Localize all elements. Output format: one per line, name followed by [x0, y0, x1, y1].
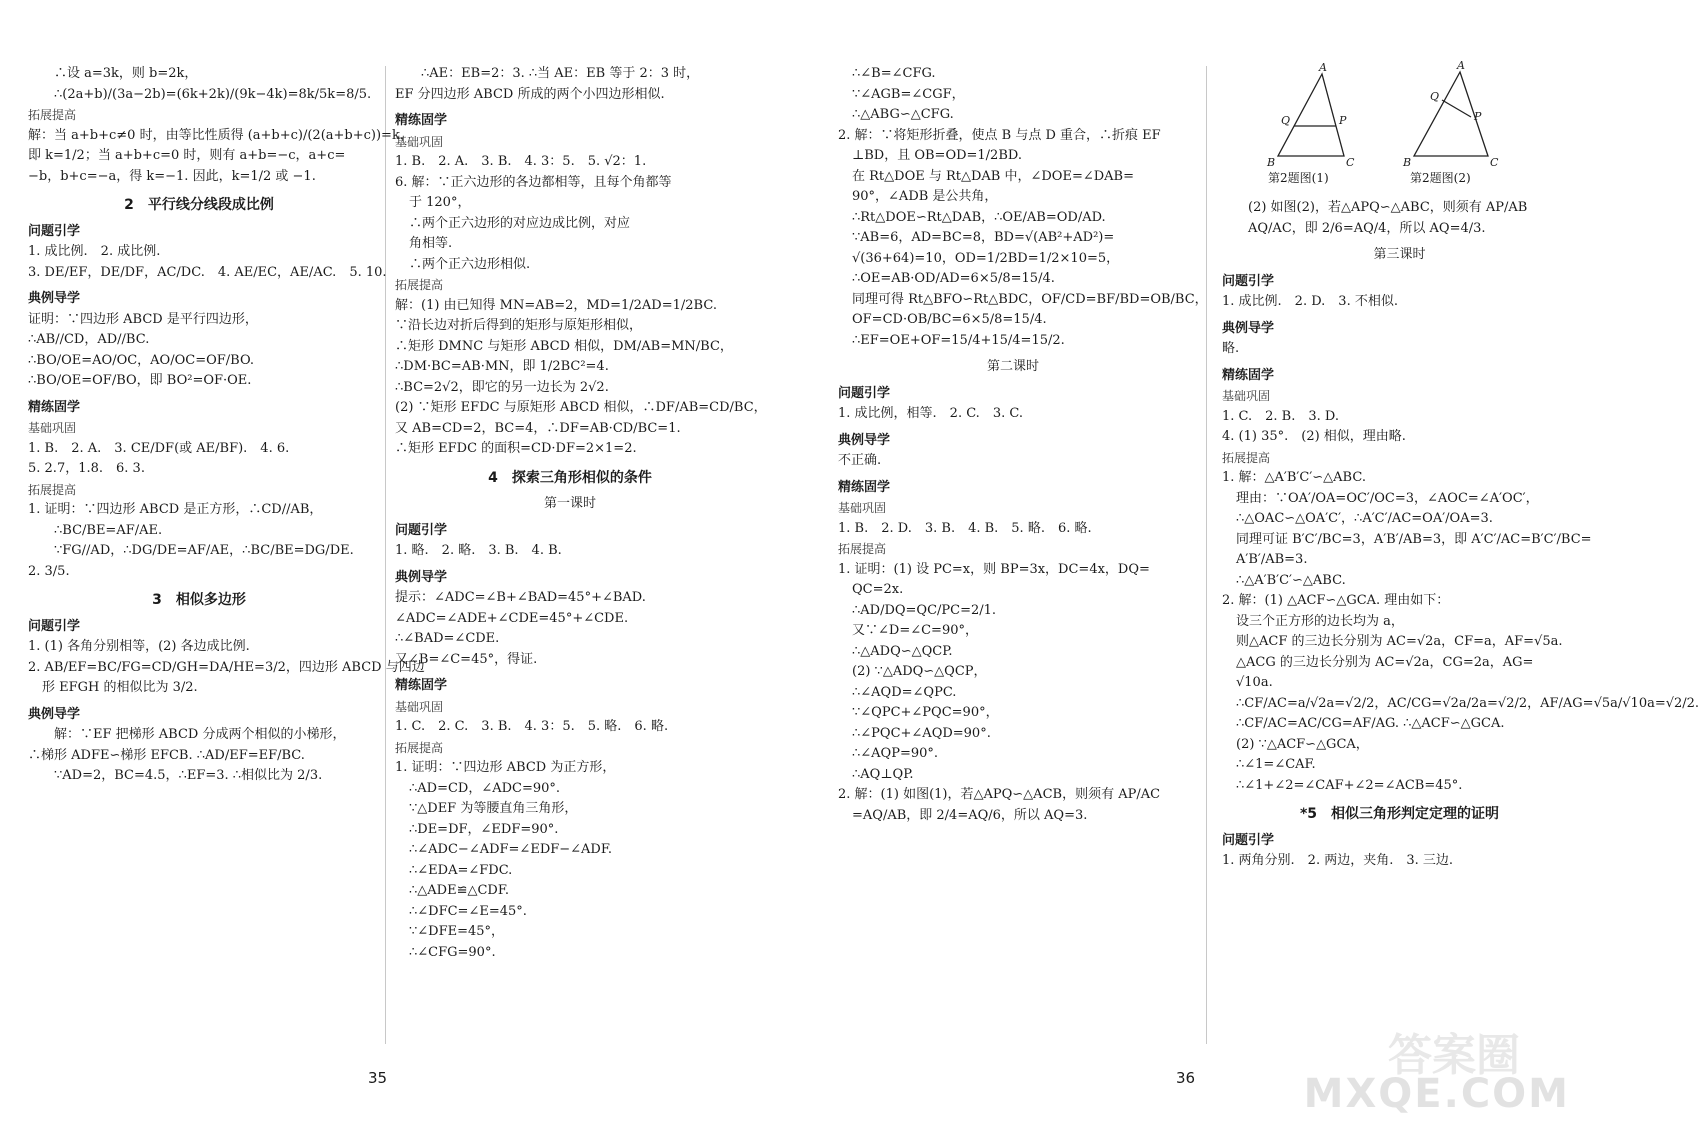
text-line: (2) 如图(2)，若△APQ∽△ABC，则须有 AP/AB — [1248, 200, 1528, 215]
page-number-right: 36 — [1176, 1069, 1196, 1087]
text-line: ∴AE：EB=2：3. ∴当 AE：EB 等于 2：3 时， — [421, 66, 700, 81]
text-line: √(36+64)=10，OD=1/2BD=1/2×10=5， — [852, 250, 1120, 266]
column-1 — [28, 64, 425, 787]
text-line: ∴AD=CD，∠ADC=90°. — [409, 780, 561, 796]
subsection-label: 问题引学 — [1222, 273, 1275, 289]
text-line: ∴矩形 DMNC 与矩形 ABCD 相似，DM/AB=MN/BC， — [395, 338, 733, 354]
label-B: B — [1267, 156, 1276, 169]
text-line: ∴∠EDA=∠FDC. — [409, 862, 513, 878]
text-line: ∴∠BAD=∠CDE. — [395, 631, 500, 646]
subsection-label: 问题引学 — [28, 223, 81, 239]
text-line: ∴矩形 EFDC 的面积=CD·DF=2×1=2. — [395, 441, 637, 456]
text-line: ∵沿长边对折后得到的矩形与原矩形相似， — [395, 318, 643, 333]
text-line: ∴△ADQ∽△QCP. — [852, 643, 953, 659]
text-line: 解：∵EF 把梯形 ABCD 分成两个相似的小梯形， — [54, 727, 346, 742]
text-line: OF=CD·OB/BC=6×5/8=15/4. — [852, 312, 1047, 327]
text-line: 即 k=1/2；当 a+b+c=0 时，则有 a+b=−c，a+c= — [28, 148, 346, 163]
label-C: C — [1490, 156, 1499, 169]
text-line: ∴∠DFC=∠E=45°. — [409, 903, 527, 919]
text-line: AQ/AC，即 2/6=AQ/4，所以 AQ=4/3. — [1248, 220, 1486, 236]
text-line: ∴AQ⊥QP. — [852, 766, 914, 782]
label-Q: Q — [1430, 90, 1440, 103]
text-line: 于 120°， — [409, 195, 471, 210]
figure-2-caption: 第2题图(2) — [1410, 171, 1471, 185]
text-line: ∵∠QPC+∠PQC=90°， — [852, 705, 999, 720]
text-line: ∴∠ADC−∠ADF=∠EDF−∠ADF. — [409, 842, 612, 857]
text-line: 证明：∵四边形 ABCD 是平行四边形， — [28, 311, 258, 327]
column-divider — [385, 66, 386, 1044]
text-line: ∵∠DFE=45°， — [409, 924, 505, 939]
text-line: ∴设 a=3k，则 b=2k， — [54, 66, 198, 81]
text-line: ∴CF/AC=AC/CG=AF/AG. ∴△ACF∽△GCA. — [1236, 716, 1505, 731]
text-line: ∴BC=2√2，即它的另一边长为 2√2. — [395, 379, 609, 395]
text-line: −b，b+c=−a，得 k=−1. 因此，k=1/2 或 −1. — [28, 168, 316, 184]
text-line: 1. 两角分别. 2. 两边，夹角. 3. 三边. — [1222, 853, 1454, 868]
text-line: 1. 略. 2. 略. 3. B. 4. B. — [395, 543, 562, 558]
text-line: ∴∠PQC+∠AQD=90°. — [852, 725, 991, 741]
text-line: ∴BO/OE=OF/BO，即 BO²=OF·OE. — [28, 373, 252, 388]
triangle-figures — [1250, 59, 1550, 192]
text-line: ∴△A′B′C′∽△ABC. — [1236, 572, 1346, 588]
text-line: 1. 证明：(1) 设 PC=x，则 BP=3x，DC=4x，DQ= — [838, 561, 1150, 577]
text-line: 6. 解：∵正六边形的各边都相等，且每个角都等 — [395, 174, 672, 190]
text-line: ∴∠AQP=90°. — [852, 746, 939, 761]
label-A: A — [1457, 59, 1465, 72]
text-line: 90°，∠ADB 是公共角， — [852, 189, 998, 204]
text-line: 略. — [1222, 341, 1240, 356]
text-line: ∵FG//AD，∴DG/DE=AF/AE，∴BC/BE=DG/DE. — [54, 543, 354, 558]
text-line: 2. 解：(1) 如图(1)，若△APQ∽△ACB，则须有 AP/AC — [838, 787, 1161, 802]
text-line: 1. 成比例. 2. D. 3. 不相似. — [1222, 294, 1398, 309]
text-line: (2) ∵△ACF∽△GCA， — [1236, 736, 1369, 752]
subsection-label: 典例导学 — [838, 432, 891, 448]
text-line: 同理可证 B′C′/BC=3，A′B′/AB=3，即 A′C′/AC=B′C′/BC= — [1236, 531, 1592, 547]
text-line: =AQ/AB，即 2/4=AQ/6，所以 AQ=3. — [852, 807, 1088, 823]
subsection-label: 典例导学 — [395, 569, 448, 585]
page-number-left: 35 — [368, 1069, 388, 1087]
subsection-label: 精练固学 — [395, 113, 448, 128]
exercise-level-label: 拓展提高 — [395, 740, 444, 755]
lesson-title: 第二课时 — [986, 359, 1039, 374]
section-heading: 2 平行线分线段成比例 — [124, 197, 274, 213]
figure-1-caption: 第2题图(1) — [1268, 171, 1329, 185]
exercise-level-label: 基础巩固 — [28, 421, 77, 435]
text-line: ∵∠AGB=∠CGF， — [852, 86, 965, 102]
text-line: 2. 解：(1) △ACF∽△GCA. 理由如下： — [1222, 593, 1450, 608]
text-line: 不正确. — [838, 453, 882, 468]
text-line: 解：(1) 由已知得 MN=AB=2，MD=1/2AD=1/2BC. — [395, 297, 717, 313]
column-4 — [1222, 198, 1699, 872]
exercise-level-label: 拓展提高 — [28, 108, 77, 122]
section-heading: *5 相似三角形判定定理的证明 — [1299, 806, 1500, 822]
subsection-label: 问题引学 — [838, 385, 891, 401]
text-line: A′B′/AB=3. — [1236, 552, 1308, 567]
text-line: ∴BC/BE=AF/AE. — [54, 522, 163, 538]
text-line: QC=2x. — [852, 582, 904, 597]
text-line: ∴△ABG∽△CFG. — [852, 107, 954, 122]
text-line: ∵AD=2，BC=4.5，∴EF=3. ∴相似比为 2/3. — [54, 768, 323, 783]
column-divider — [1206, 66, 1207, 1044]
label-C: C — [1346, 156, 1355, 169]
exercise-level-label: 拓展提高 — [1222, 450, 1271, 465]
text-line: ∴AB//CD，AD//BC. — [28, 332, 150, 347]
text-line: 2. 解：∵将矩形折叠，使点 B 与点 D 重合，∴折痕 EF — [838, 127, 1161, 143]
column-3 — [838, 64, 1208, 826]
text-line: 则△ACF 的三边长分别为 AC=√2a，CF=a，AF=√5a. — [1236, 634, 1563, 649]
text-line: 1. C. 2. B. 3. D. — [1222, 408, 1340, 424]
watermark-logo: 答案圈 — [1388, 1029, 1520, 1081]
text-line: 2. 3/5. — [28, 563, 70, 579]
label-A: A — [1319, 61, 1327, 74]
exercise-level-label: 拓展提高 — [395, 278, 444, 292]
text-line: ∴(2a+b)/(3a−2b)=(6k+2k)/(9k−4k)=8k/5k=8/5. — [54, 86, 372, 102]
text-line: 1. 解：△A′B′C′∽△ABC. — [1222, 470, 1366, 485]
lesson-title: 第一课时 — [543, 496, 596, 511]
text-line: ∴梯形 ADFE∽梯形 EFCB. ∴AD/EF=EF/BC. — [28, 747, 305, 763]
subsection-label: 精练固学 — [395, 678, 448, 693]
subsection-label: 问题引学 — [28, 618, 81, 634]
text-line: 角相等. — [409, 236, 453, 251]
text-line: (2) ∵矩形 EFDC 与原矩形 ABCD 相似，∴DF/AB=CD/BC， — [395, 400, 767, 415]
text-line: 1. B. 2. A. 3. CE/DF(或 AE/BF). 4. 6. — [28, 440, 290, 456]
text-line: 理由：∵OA′/OA=OC′/OC=3，∠AOC=∠A′OC′， — [1236, 490, 1539, 506]
subsection-label: 问题引学 — [395, 522, 448, 538]
text-line: 提示：∠ADC=∠B+∠BAD=45°+∠BAD. — [395, 590, 646, 605]
label-Q: Q — [1281, 114, 1291, 127]
text-line: 1. B. 2. D. 3. B. 4. B. 5. 略. 6. 略. — [838, 520, 1092, 536]
text-line: 5. 2.7，1.8. 6. 3. — [28, 461, 145, 476]
exercise-level-label: 基础巩固 — [395, 134, 444, 149]
text-line: ∴Rt△DOE∽Rt△DAB，∴OE/AB=OD/AD. — [852, 209, 1106, 225]
subsection-label: 精练固学 — [28, 399, 81, 415]
section-heading: 4 探索三角形相似的条件 — [488, 469, 652, 486]
text-line: ∴OE=AB·OD/AD=6×5/8=15/4. — [852, 271, 1055, 286]
column-2 — [395, 64, 767, 963]
text-line: 在 Rt△DOE 与 Rt△DAB 中，∠DOE=∠DAB= — [852, 168, 1134, 184]
text-line: 设三个正方形的边长均为 a， — [1236, 613, 1404, 629]
text-line: 又∵∠D=∠C=90°， — [852, 623, 978, 638]
text-line: 4. (1) 35°. (2) 相似，理由略. — [1222, 429, 1406, 444]
label-P: P — [1474, 110, 1482, 123]
text-line: ∴∠1+∠2=∠CAF+∠2=∠ACB=45°. — [1236, 777, 1463, 793]
exercise-level-label: 基础巩固 — [838, 501, 887, 515]
text-line: ∴两个正六边形的对应边成比例，对应 — [409, 215, 631, 231]
exercise-level-label: 拓展提高 — [28, 482, 77, 497]
text-line: EF 分四边形 ABCD 所成的两个小四边形相似. — [395, 86, 665, 102]
text-line: ∴△OAC∽△OA′C′，∴A′C′/AC=OA′/OA=3. — [1236, 511, 1493, 526]
subsection-label: 典例导学 — [28, 706, 81, 722]
subsection-label: 典例导学 — [28, 291, 81, 306]
subsection-label: 精练固学 — [838, 479, 891, 495]
text-line: 1. C. 2. C. 3. B. 4. 3：5. 5. 略. 6. 略. — [395, 719, 669, 734]
label-B: B — [1403, 156, 1412, 169]
subsection-label: 典例导学 — [1222, 320, 1275, 336]
text-line: ∴DE=DF，∠EDF=90°. — [409, 821, 559, 837]
text-line: ⊥BD，且 OB=OD=1/2BD. — [852, 148, 1022, 163]
text-line: ∴EF=OE+OF=15/4+15/4=15/2. — [852, 332, 1065, 348]
text-line: 1. 证明：∵四边形 ABCD 为正方形， — [395, 760, 616, 775]
text-line: 又∠B=∠C=45°，得证. — [395, 651, 538, 667]
exercise-level-label: 基础巩固 — [1222, 389, 1271, 403]
text-line: ∴∠B=∠CFG. — [852, 66, 936, 81]
section-heading: 3 相似多边形 — [152, 592, 246, 608]
text-line: △ACG 的三边长分别为 AC=√2a，CG=2a，AG= — [1236, 654, 1534, 670]
text-line: 1. 证明：∵四边形 ABCD 是正方形，∴CD//AB， — [28, 502, 323, 517]
text-line: ∴两个正六边形相似. — [409, 256, 531, 272]
text-line: 2. AB/EF=BC/FG=CD/GH=DA/HE=3/2，四边形 ABCD 与四边 — [28, 659, 425, 675]
text-line: ∴∠1=∠CAF. — [1236, 757, 1316, 772]
text-line: ∴BO/OE=AO/OC，AO/OC=OF/BO. — [28, 352, 254, 368]
text-line: 又 AB=CD=2，BC=4，∴DF=AB·CD/BC=1. — [395, 420, 681, 436]
text-line: (2) ∵△ADQ∽△QCP， — [852, 664, 987, 679]
text-line: 同理可得 Rt△BFO∽Rt△BDC，OF/CD=BF/BD=OB/BC， — [852, 291, 1208, 307]
lesson-title: 第三课时 — [1373, 247, 1426, 262]
text-line: 解：当 a+b+c≠0 时，由等比性质得 (a+b+c)/(2(a+b+c))=k， — [28, 127, 413, 143]
subsection-label: 精练固学 — [1222, 367, 1275, 383]
text-line: 1. (1) 各角分别相等，(2) 各边成比例. — [28, 639, 250, 654]
text-line: 1. B. 2. A. 3. B. 4. 3：5. 5. √2：1. — [395, 154, 647, 169]
text-line: 3. DE/EF，DE/DF，AC/DC. 4. AE/EC，AE/AC. 5. 10. — [28, 264, 387, 280]
text-line: ∴∠CFG=90°. — [409, 944, 496, 960]
text-line: ∴AD/DQ=QC/PC=2/1. — [852, 602, 997, 618]
exercise-level-label: 拓展提高 — [838, 542, 887, 556]
text-line: ∴∠AQD=∠QPC. — [852, 684, 957, 700]
text-line: ∴△ADE≌△CDF. — [409, 883, 509, 898]
text-line: √10a. — [1236, 675, 1273, 690]
text-line: ∴CF/AC=a/√2a=√2/2，AC/CG=√2a/2a=√2/2，AF/AG=√5a/√10a=√2/2. — [1236, 695, 1699, 711]
text-line: ∠ADC=∠ADE+∠CDE=45°+∠CDE. — [395, 610, 629, 626]
label-P: P — [1339, 114, 1347, 127]
text-line: 1. 成比例. 2. 成比例. — [28, 244, 161, 259]
watermark-url: MXQE.COM — [1303, 1070, 1570, 1117]
text-line: 形 EFGH 的相似比为 3/2. — [42, 680, 198, 695]
text-line: 1. 成比例，相等. 2. C. 3. C. — [838, 406, 1023, 421]
subsection-label: 问题引学 — [1222, 832, 1275, 848]
text-line: ∵△DEF 为等腰直角三角形， — [409, 801, 578, 816]
text-line: ∴DM·BC=AB·MN，即 1/2BC²=4. — [395, 359, 609, 374]
text-line: ∵AB=6，AD=BC=8，BD=√(AB²+AD²)= — [852, 230, 1115, 245]
exercise-level-label: 基础巩固 — [395, 699, 444, 714]
